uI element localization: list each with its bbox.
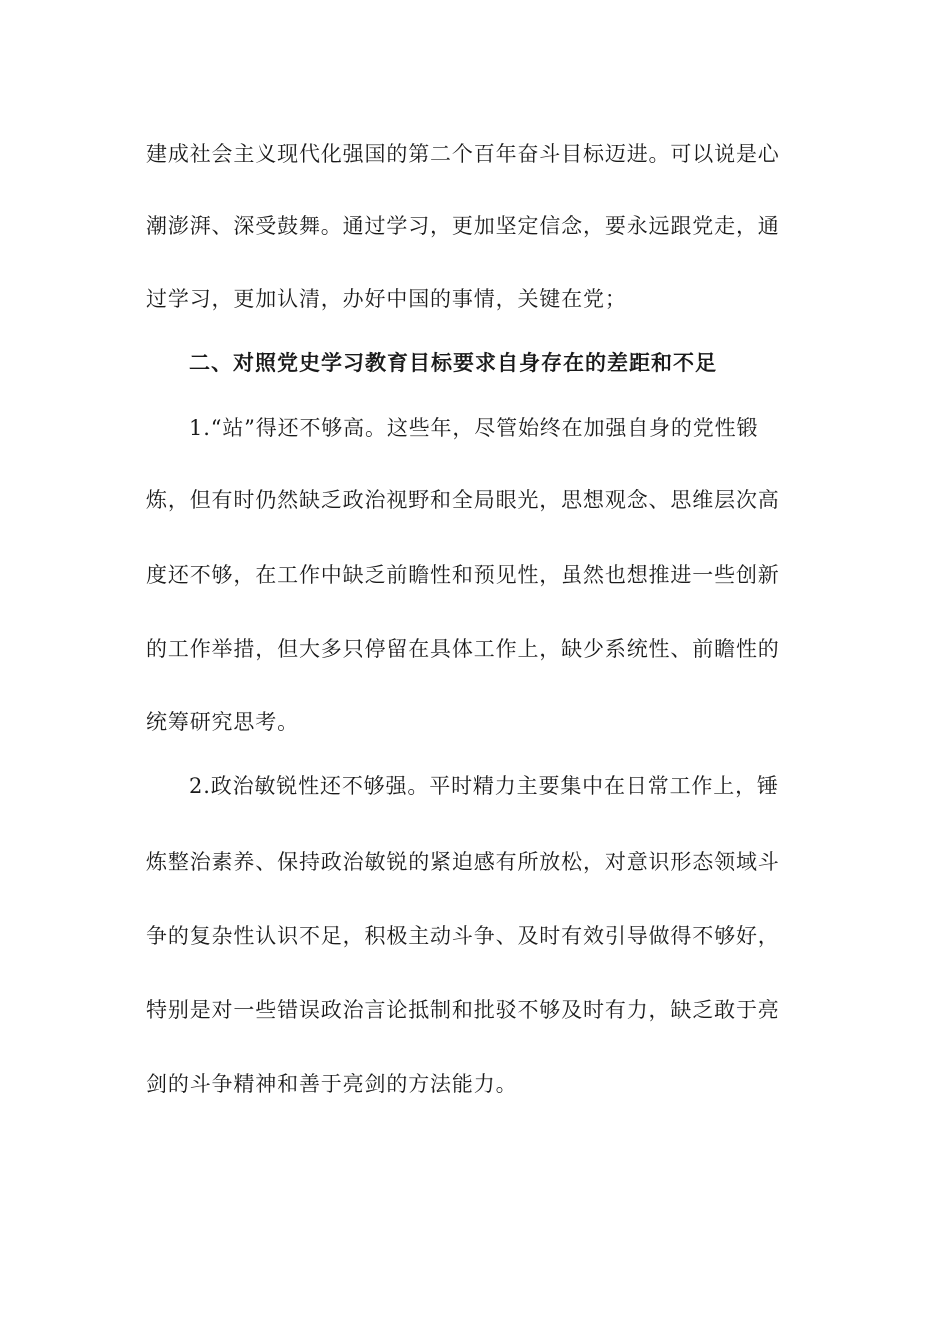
paragraph-line: 炼，但有时仍然缺乏政治视野和全局眼光，思想观念、思维层次高 [146,488,780,512]
paragraph-line: 剑的斗争精神和善于亮剑的方法能力。 [146,1072,518,1096]
paragraph-line: 过学习，更加认清，办好中国的事情，关键在党； [146,287,627,311]
paragraph-line: 度还不够，在工作中缺乏前瞻性和预见性，虽然也想推进一些创新 [146,563,780,587]
paragraph-line: 争的复杂性认识不足，积极主动斗争、及时有效引导做得不够好， [146,924,780,948]
paragraph-line: 统筹研究思考。 [146,710,299,734]
paragraph-line: 潮澎湃、深受鼓舞。通过学习，更加坚定信念，要永远跟党走，通 [146,214,780,238]
paragraph-line: 1.“站”得还不够高。这些年，尽管始终在加强自身的党性锻 [189,416,759,440]
paragraph-line: 建成社会主义现代化强国的第二个百年奋斗目标迈进。可以说是心 [146,142,780,166]
paragraph-line: 的工作举措，但大多只停留在具体工作上，缺少系统性、前瞻性的 [146,637,780,661]
paragraph-line: 2.政治敏锐性还不够强。平时精力主要集中在日常工作上，锤 [189,774,779,798]
section-heading: 二、对照党史学习教育目标要求自身存在的差距和不足 [189,351,717,375]
paragraph-line: 炼整治素养、保持政治敏锐的紧迫感有所放松，对意识形态领域斗 [146,850,780,874]
paragraph-line: 特别是对一些错误政治言论抵制和批驳不够及时有力，缺乏敢于亮 [146,998,780,1022]
